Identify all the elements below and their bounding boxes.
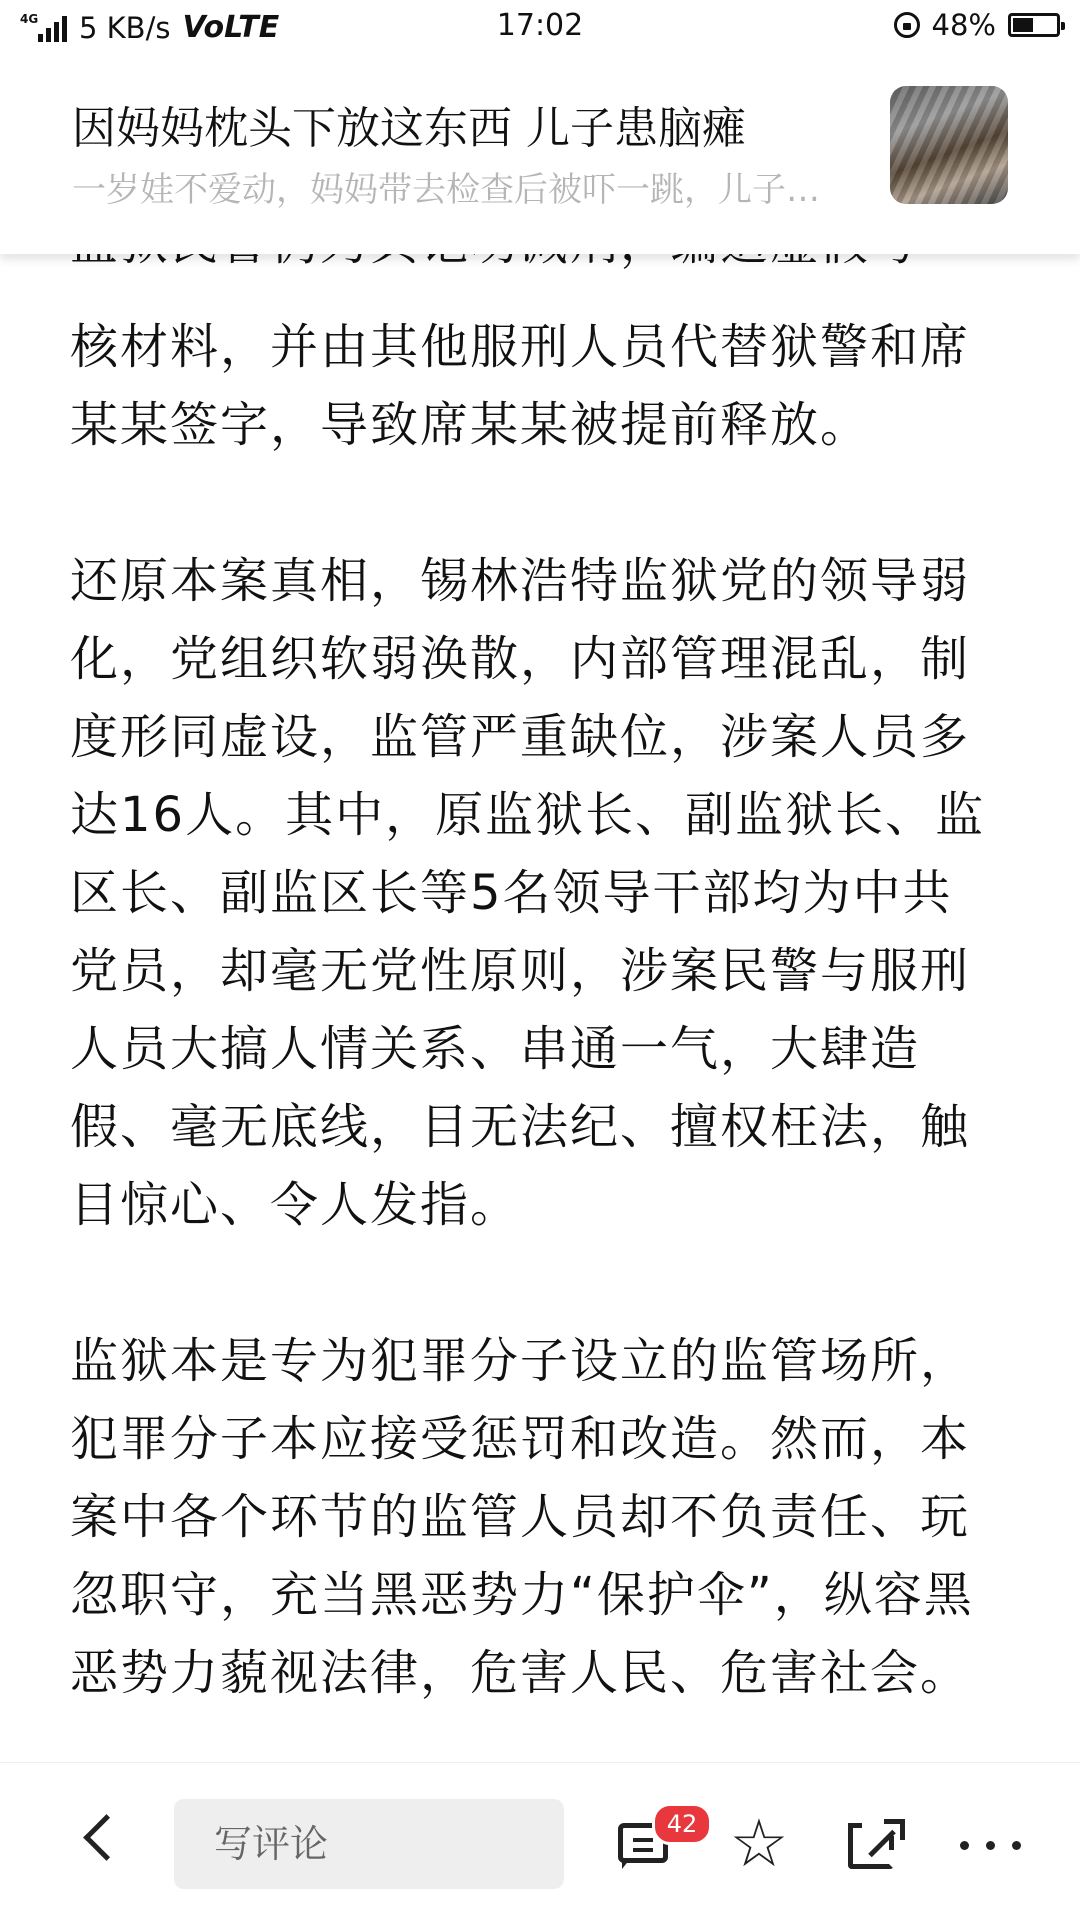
share-icon[interactable] <box>840 1809 910 1879</box>
header-thumbnail[interactable] <box>890 86 1008 204</box>
more-icon[interactable] <box>954 1809 1034 1879</box>
status-bar <box>0 0 1080 54</box>
comment-input[interactable]: 写评论 <box>174 1799 564 1889</box>
article-paragraph-3: 监狱本是专为犯罪分子设立的监管场所，犯罪分子本应接受惩罚和改造。然而，本案中各个环节的监管人员却不负责任、玩忽职守，充当黑恶势力“保护伞”，纵容黑恶势力藐视法律，危害人民、危害社会。 <box>70 1333 974 1701</box>
network-speed: 5 KB/s <box>79 10 171 45</box>
battery-fill <box>1013 18 1033 32</box>
article-paragraph-1: 核材料，并由其他服刑人员代替狱警和席某某签字，导致席某某被提前释放。 <box>70 319 971 453</box>
status-right <box>894 8 1060 42</box>
comment-count-badge: 42 <box>652 1803 712 1845</box>
battery-icon <box>1008 13 1060 37</box>
star-icon[interactable]: ☆ <box>729 1805 789 1882</box>
article-body <box>70 230 1000 1712</box>
comment-icon[interactable] <box>612 1809 698 1879</box>
battery-percent: 48% <box>931 8 996 42</box>
back-icon[interactable] <box>70 1811 130 1871</box>
network-type: 4G <box>20 11 39 26</box>
volte-label: VoLTE <box>182 10 280 45</box>
header-subtitle: 一岁娃不爱动，妈妈带去检查后被吓一跳，儿子… <box>72 170 820 210</box>
bottom-toolbar <box>0 1762 1080 1921</box>
header-title[interactable]: 因妈妈枕头下放这东西 儿子患脑瘫 <box>72 103 746 154</box>
rotation-lock-icon <box>894 12 920 38</box>
related-article-header[interactable] <box>0 54 1080 254</box>
status-time: 17:02 <box>496 8 584 43</box>
article-paragraph-2: 还原本案真相，锡林浩特监狱党的领导弱化，党组织软弱涣散，内部管理混乱，制度形同虚设，监管严重缺位，涉案人员多达16人。其中，原监狱长、副监狱长、监区长、副监区长等5名领导干部均为中共党员，却毫无党性原则，涉案民警与服刑人员大搞人情关系、串通一气，大肆造假、毫无底线，目无法纪、擅权枉法，触目惊心、令人发指。 <box>70 553 986 1233</box>
